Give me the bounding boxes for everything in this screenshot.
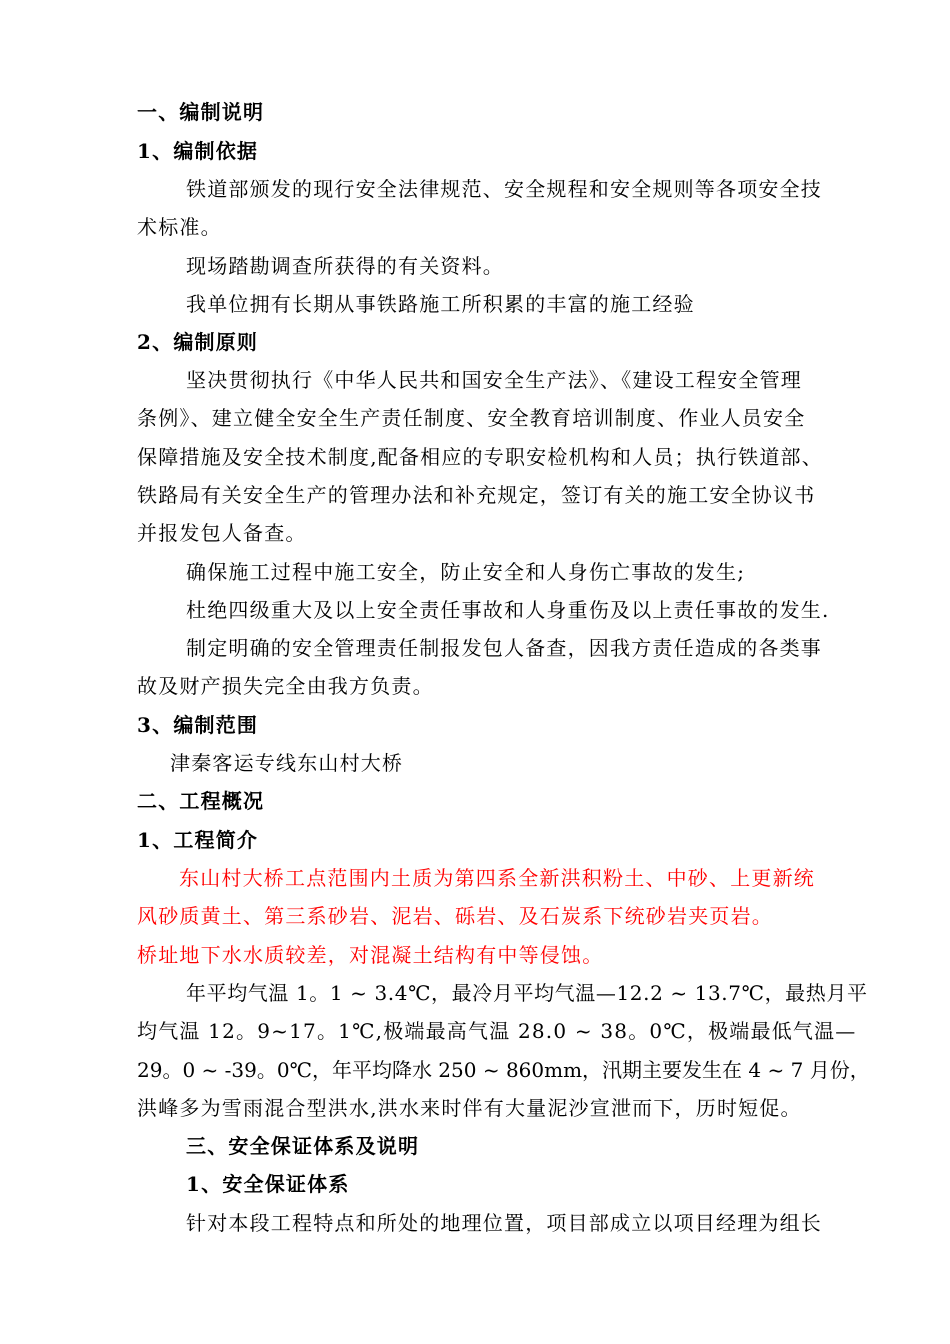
subsection-heading: 1、编制依据 [137, 139, 259, 163]
paragraph-line: 保障措施及安全技术制度,配备相应的专职安检机构和人员；执行铁道部、 [137, 445, 823, 469]
highlighted-paragraph-line: 桥址地下水水质较差，对混凝土结构有中等侵蚀。 [137, 943, 604, 967]
paragraph-line: 术标准。 [137, 215, 222, 239]
paragraph-line: 洪峰多为雪雨混合型洪水,洪水来时伴有大量泥沙宣泄而下，历时短促。 [137, 1096, 802, 1120]
paragraph-line: 故及财产损失完全由我方负责。 [137, 674, 434, 698]
paragraph-line: 条例》、建立健全安全生产责任制度、安全教育培训制度、作业人员安全 [137, 406, 806, 430]
paragraph-line: 铁道部颁发的现行安全法律规范、安全规程和安全规则等各项安全技 [186, 177, 822, 201]
paragraph-line: 杜绝四级重大及以上安全责任事故和人身重伤及以上责任事故的发生. [186, 598, 830, 622]
subsection-heading: 3、编制范围 [137, 713, 259, 737]
section-heading: 一、编制说明 [137, 100, 265, 124]
paragraph-line: 津秦客运专线东山村大桥 [170, 751, 404, 775]
section-heading: 二、工程概况 [137, 789, 265, 813]
paragraph-line: 针对本段工程特点和所处的地理位置，项目部成立以项目经理为组长 [186, 1211, 822, 1235]
paragraph-line: 现场踏勘调查所获得的有关资料。 [186, 254, 504, 278]
highlighted-paragraph-line: 东山村大桥工点范围内土质为第四系全新洪积粉土、中砂、上更新统 [179, 866, 815, 890]
highlighted-paragraph-line: 风砂质黄土、第三系砂岩、泥岩、砾岩、及石炭系下统砂岩夹页岩。 [137, 904, 773, 928]
subsection-heading: 1、安全保证体系 [186, 1172, 350, 1196]
paragraph-line: 铁路局有关安全生产的管理办法和补充规定，签订有关的施工安全协议书 [137, 483, 816, 507]
section-heading: 三、安全保证体系及说明 [186, 1134, 420, 1158]
paragraph-line: 年平均气温 1。1 ~ 3.4℃，最冷月平均气温—12.2 ~ 13.7℃，最热月平 [186, 981, 868, 1005]
paragraph-line: 我单位拥有长期从事铁路施工所积累的丰富的施工经验 [186, 292, 695, 316]
subsection-heading: 1、工程简介 [137, 828, 259, 852]
paragraph-line: 制定明确的安全管理责任制报发包人备查，因我方责任造成的各类事 [186, 636, 822, 660]
paragraph-line: 29。0 ~ -39。0℃，年平均降水 250 ~ 860mm，汛期主要发生在 4 ~ 7 月份， [137, 1058, 870, 1082]
paragraph-line: 确保施工过程中施工安全，防止安全和人身伤亡事故的发生; [186, 560, 746, 584]
paragraph-line: 并报发包人备查。 [137, 521, 307, 545]
paragraph-line: 均气温 12。9~17。1℃,极端最高气温 28.0 ~ 38。0℃，极端最低气温— [137, 1019, 857, 1043]
subsection-heading: 2、编制原则 [137, 330, 259, 354]
paragraph-line: 坚决贯彻执行《中华人民共和国安全生产法》、《建设工程安全管理 [186, 368, 802, 392]
